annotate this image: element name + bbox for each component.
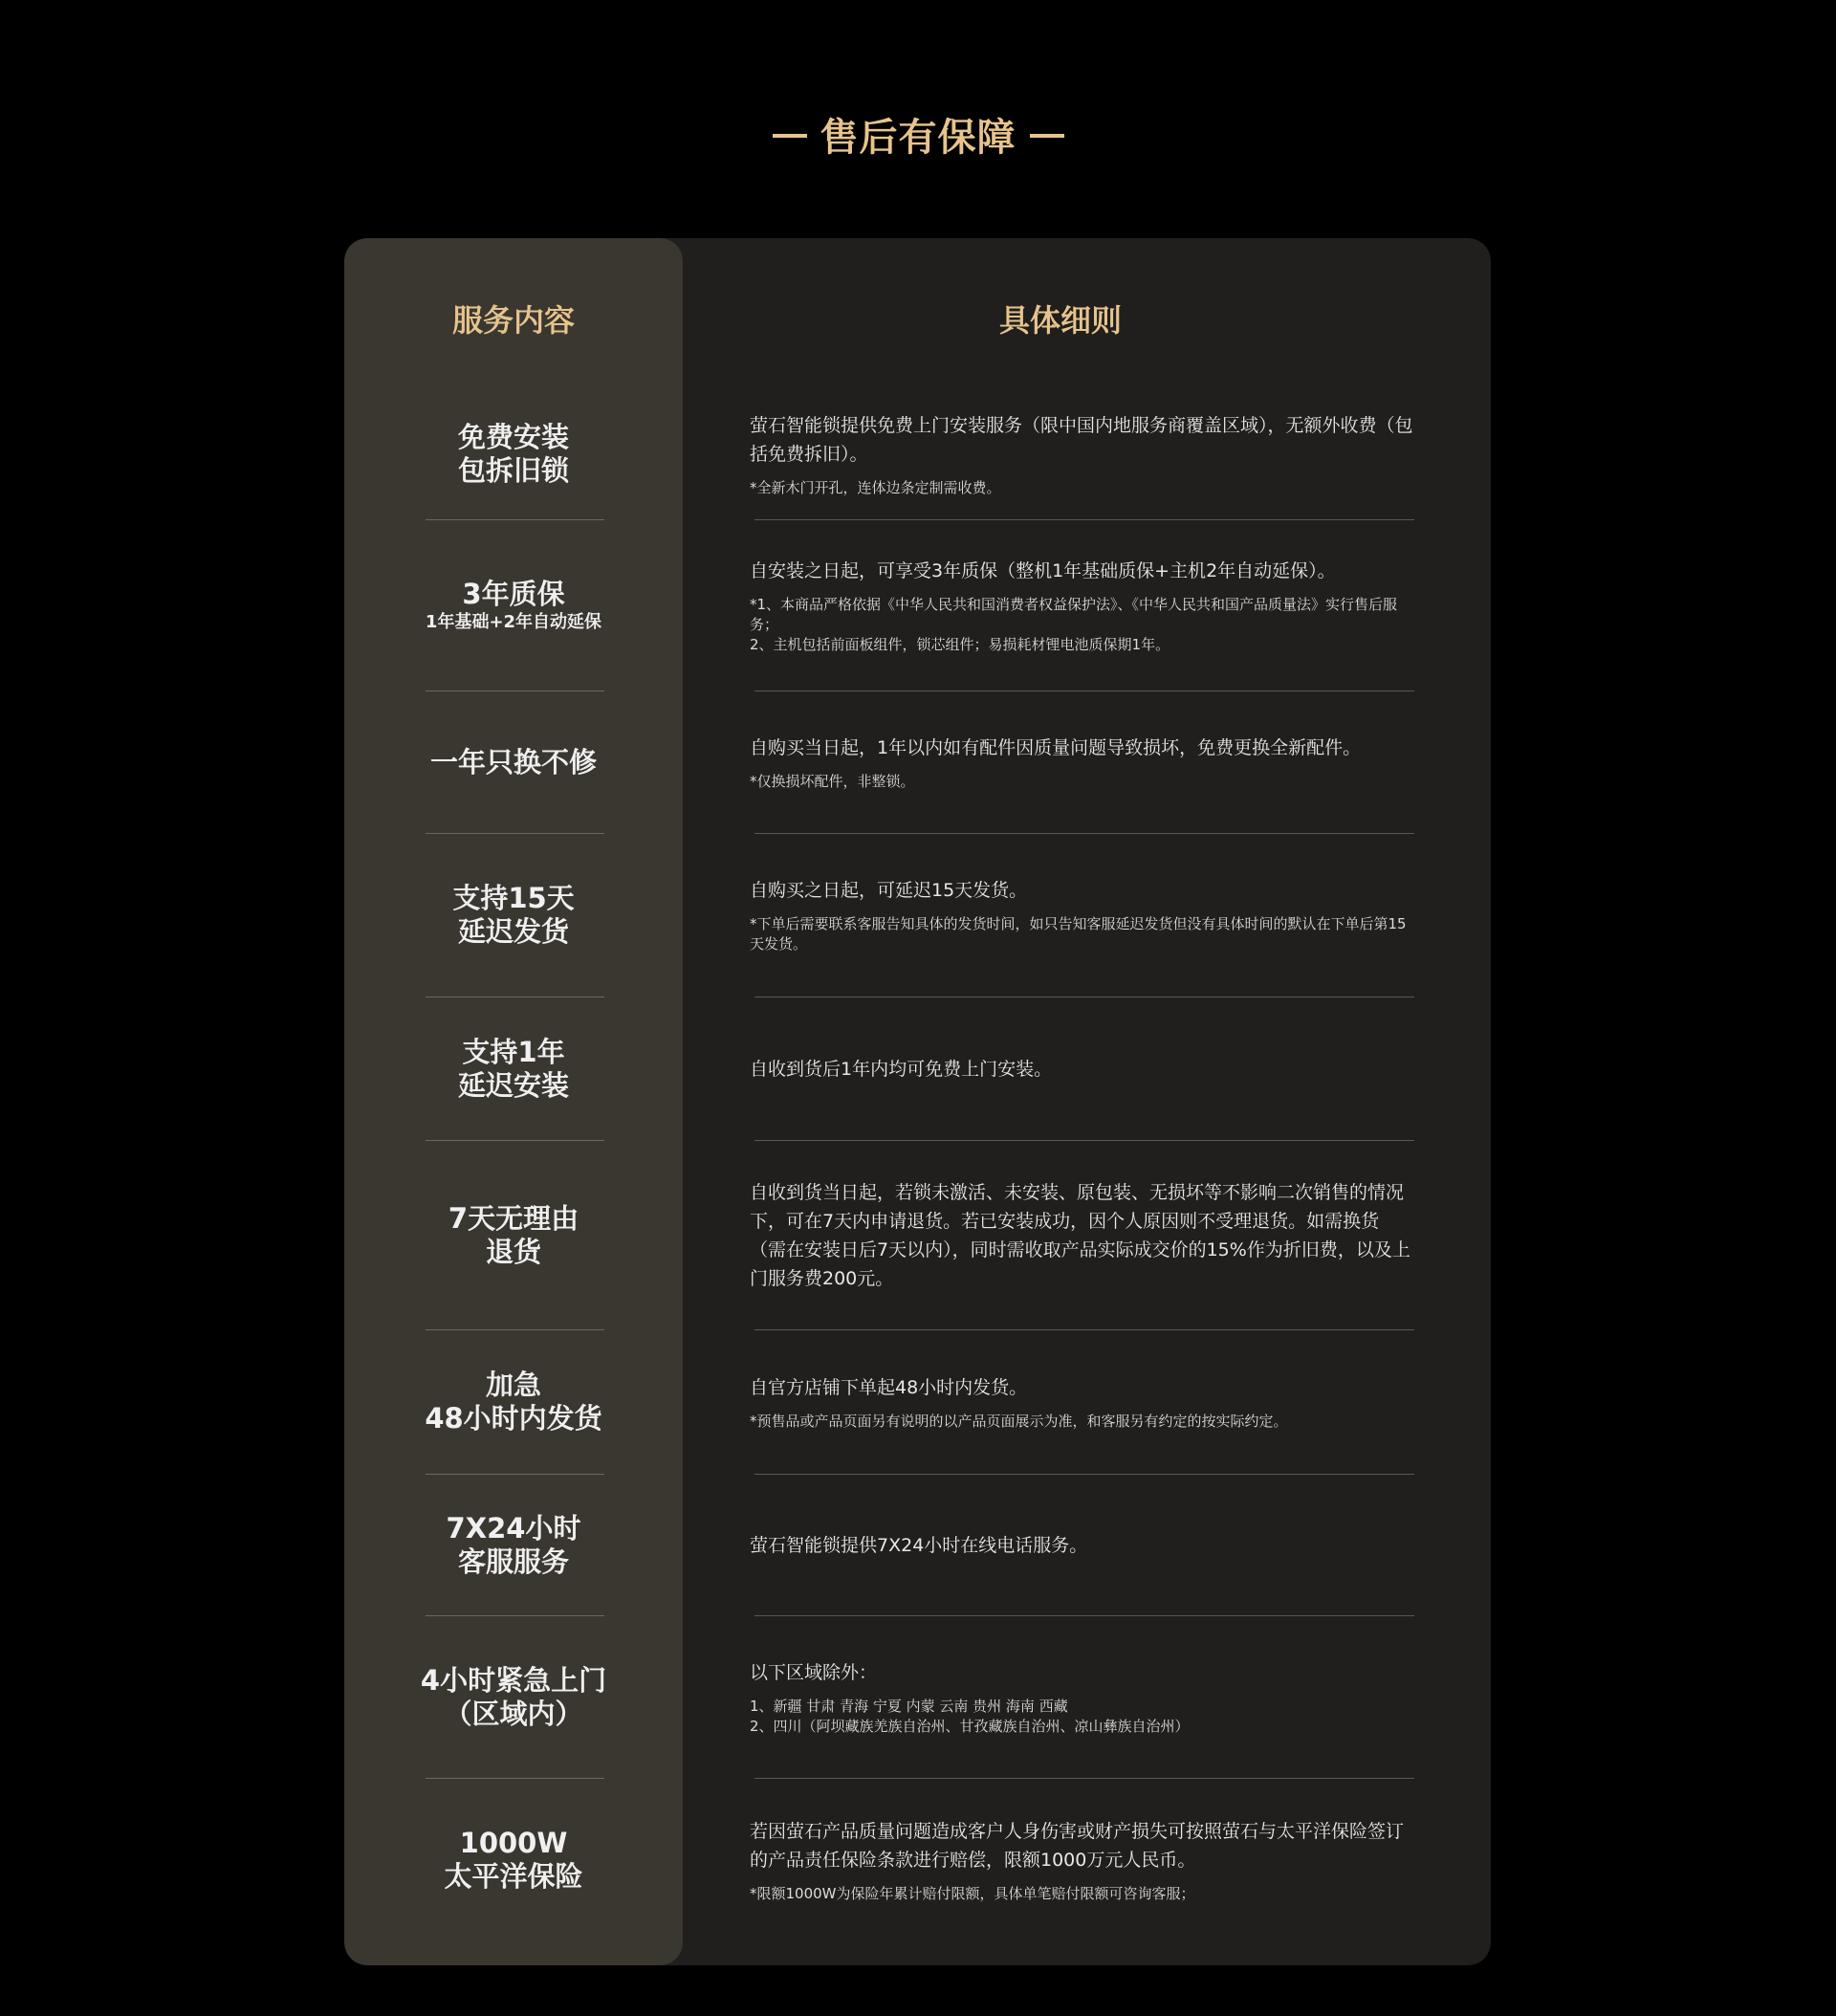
service-name: 1000W 太平洋保险: [444, 1827, 583, 1893]
table-row: [344, 997, 1491, 1140]
table-row: [344, 691, 1491, 833]
table-row: [344, 1779, 1491, 1941]
service-name: 免费安装 包拆旧锁: [457, 421, 569, 487]
service-details: 自购买当日起，1年以内如有配件因质量问题导致损坏，免费更换全新配件。 *仅换损坏配件，非整锁。: [750, 736, 1362, 790]
service-details: 自官方店铺下单起48小时内发货。 *预售品或产品页面另有说明的以产品页面展示为准，和客服另有约定的按实际约定。: [750, 1376, 1288, 1430]
column-header-details: 具体细则: [998, 302, 1122, 339]
service-name: 支持1年 延迟安装: [457, 1035, 569, 1102]
service-name: 加急 48小时内发货: [425, 1369, 602, 1435]
service-details: 自安装之日起，可享受3年质保（整机1年基础质保+主机2年自动延保）。 *1、本商品严格依据《中华人民共和国消费者权益保护法》、《中华人民共和国产品质量法》实行售后服务； 2、主机包括前面板组件，锁芯组件；易损耗材锂电池质保期1年。: [750, 559, 1398, 653]
service-details: 萤石智能锁提供免费上门安装服务（限中国内地服务商覆盖区域），无额外收费（包括免费拆旧）。 *全新木门开孔，连体边条定制需收费。: [750, 414, 1413, 496]
service-name: 7X24小时 客服服务: [446, 1511, 581, 1578]
table-row: [344, 1141, 1491, 1329]
title-dash-left: [773, 134, 807, 138]
title-dash-right: [1030, 134, 1064, 138]
table-row: [344, 1330, 1491, 1474]
table-row: [344, 382, 1491, 527]
service-table: [344, 238, 1491, 1965]
service-name: 4小时紧急上门 （区域内）: [420, 1664, 607, 1730]
service-details: 以下区域除外： 1、新疆 甘肃 青海 宁夏 内蒙 云南 贵州 海南 西藏 2、四川（阿坝藏族羌族自治州、甘孜藏族自治州、凉山彝族自治州）: [750, 1662, 1190, 1735]
page-title-text: 售后有保障: [820, 116, 1016, 160]
page-title: [0, 107, 1836, 162]
service-name: 支持15天 延迟发货: [452, 882, 575, 948]
table-row: [344, 1616, 1491, 1779]
table-row: [344, 520, 1491, 690]
service-details: 自收到货当日起，若锁未激活、未安装、原包装、无损坏等不影响二次销售的情况下，可在7天内申请退货。若已安装成功，因个人原因则不受理退货。如需换货（需在安装日后7天以内），同时需收取产品实际成交价的15%作为折旧费，以及上门服务费200元。: [750, 1181, 1410, 1289]
service-details: 自收到货后1年内均可免费上门安装。: [750, 1058, 1053, 1080]
service-name: 7天无理由 退货: [448, 1201, 579, 1268]
service-details: 自购买之日起，可延迟15天发货。 *下单后需要联系客服告知具体的发货时间，如只告知客服延迟发货但没有具体时间的默认在下单后第15天发货。: [750, 880, 1407, 953]
service-name: 3年质保 1年基础+2年自动延保: [425, 577, 602, 632]
table-row: [344, 1475, 1491, 1615]
service-details: 若因萤石产品质量问题造成客户人身伤害或财产损失可按照萤石与太平洋保险签订的产品责任保险条款进行赔偿，限额1000万元人民币。 *限额1000W为保险年累计赔付限额，具体单笔赔付限额可咨询客服；: [750, 1820, 1405, 1902]
service-details: 萤石智能锁提供7X24小时在线电话服务。: [750, 1534, 1088, 1556]
column-header-service: 服务内容: [451, 302, 575, 339]
table-row: [344, 834, 1491, 997]
service-name: 一年只换不修: [429, 745, 597, 778]
